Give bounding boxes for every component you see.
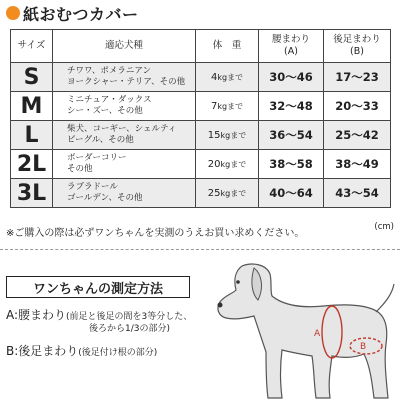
waist-cell: 32～48 — [259, 92, 324, 121]
waist-cell: 40～64 — [259, 179, 324, 208]
weight-cell — [196, 150, 259, 179]
header-weight: 体 重 — [196, 30, 259, 63]
breed-line: ボーダーコリー — [67, 153, 127, 163]
table-row — [11, 121, 391, 150]
dog-eye — [236, 280, 240, 284]
hind-cell: 20～33 — [324, 92, 391, 121]
table-row — [11, 92, 391, 121]
waist-cell: 38～58 — [259, 150, 324, 179]
unit-label: (cm) — [374, 222, 394, 232]
waist-cell: 36～54 — [259, 121, 324, 150]
section-divider — [0, 249, 400, 251]
method-a-desc-line2: 後ろから1/3の部分) — [89, 324, 170, 334]
waist-measure-label: A — [314, 329, 321, 339]
header-waist-line1: 腰まわり — [271, 34, 310, 45]
table-row — [11, 63, 391, 92]
size-cell: S — [11, 63, 53, 92]
dog-nose — [218, 303, 223, 308]
breed-cell — [53, 121, 196, 150]
hind-cell: 25～42 — [324, 121, 391, 150]
weight-value: 25 — [207, 187, 221, 199]
weight-unit: kgまで — [217, 72, 244, 82]
breed-cell — [53, 179, 196, 208]
header-hind-line2: (B) — [350, 46, 364, 57]
weight-unit: kgまで — [217, 101, 244, 111]
breed-cell — [53, 150, 196, 179]
breed-line: ミニチュア・ダックス — [67, 95, 152, 105]
waist-cell: 30～46 — [259, 63, 324, 92]
size-cell: L — [11, 121, 53, 150]
header-size: サイズ — [11, 30, 53, 63]
breed-cell — [53, 63, 196, 92]
table-row — [11, 150, 391, 179]
weight-value: 7 — [210, 100, 218, 112]
breed-line: ヨークシャー・テリア、その他 — [67, 77, 186, 87]
breed-line: 柴犬、コーギー、シェルティ — [67, 124, 177, 134]
purchase-note: ※ご購入の際は必ずワンちゃんを実測のうえお買い求めください。 — [6, 228, 305, 239]
hind-measure-label: B — [360, 342, 367, 352]
orange-bullet-icon — [6, 6, 20, 20]
method-b-desc: (後足付け根の部分) — [78, 348, 158, 358]
page-title: 紙おむつカバー — [23, 4, 139, 24]
header-waist-line2: (A) — [284, 46, 298, 57]
weight-cell — [196, 63, 259, 92]
hind-cell: 38～49 — [324, 150, 391, 179]
method-b — [6, 342, 157, 359]
weight-unit: kgまで — [220, 188, 247, 198]
dog-diagram — [214, 260, 400, 400]
header-waist — [259, 30, 324, 63]
hind-cell: 43～54 — [324, 179, 391, 208]
method-a-label: A:腰まわり — [6, 308, 67, 322]
dog-tail — [376, 284, 394, 312]
weight-value: 4 — [210, 71, 218, 83]
size-cell: 2L — [11, 150, 53, 179]
breed-cell — [53, 92, 196, 121]
weight-value: 15 — [207, 129, 221, 141]
method-b-label: B:後足まわり — [6, 344, 79, 358]
hind-cell: 17～23 — [324, 63, 391, 92]
title-row — [6, 2, 139, 24]
breed-line: その他 — [67, 164, 93, 174]
weight-unit: kgまで — [220, 130, 247, 140]
breed-line: ラブラドール — [67, 182, 118, 192]
size-cell: M — [11, 92, 53, 121]
weight-cell — [196, 179, 259, 208]
measure-heading: ワンちゃんの測定方法 — [6, 276, 190, 298]
breed-line: ゴールデン、その他 — [67, 193, 143, 203]
weight-cell — [196, 92, 259, 121]
breed-line: チワワ、ポメラニアン — [67, 66, 151, 76]
table-header-row — [11, 30, 391, 63]
header-breed: 適応犬種 — [53, 30, 196, 63]
size-cell: 3L — [11, 179, 53, 208]
header-hind — [324, 30, 391, 63]
method-a-desc: (前足と後足の間を3等分した、 — [66, 312, 193, 322]
size-table — [10, 29, 391, 208]
weight-value: 20 — [207, 158, 221, 170]
breed-line: ビーグル、その他 — [67, 135, 134, 145]
header-hind-line1: 後足まわり — [333, 34, 381, 45]
dog-silhouette — [218, 264, 388, 398]
weight-cell — [196, 121, 259, 150]
breed-line: シー・ズー、その他 — [67, 106, 143, 116]
weight-unit: kgまで — [220, 159, 247, 169]
table-row — [11, 179, 391, 208]
